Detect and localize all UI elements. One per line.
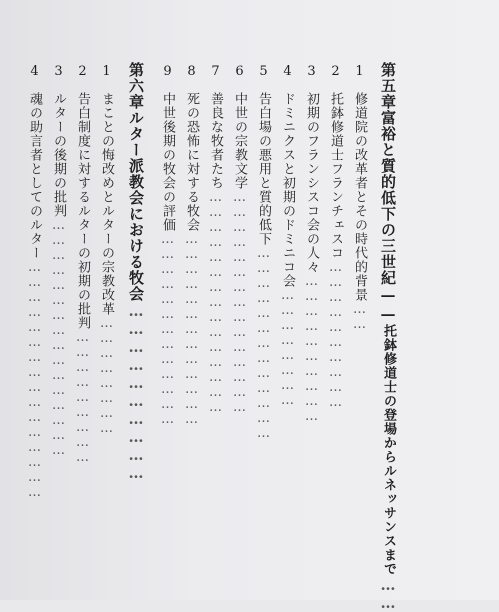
entry-number: 1 <box>99 64 114 80</box>
entry-number: 2 <box>75 64 90 80</box>
chapter-6-label: 第六章 <box>127 62 145 110</box>
chapter-6-leader: ………………………… <box>127 302 145 482</box>
toc-entry <box>161 64 174 427</box>
entry-leader: …………………… <box>99 316 114 436</box>
entry-leader: ………………………………………… <box>51 218 66 458</box>
entry-title: 初期のフランシスコ会の人々 <box>304 92 319 274</box>
toc-entry <box>52 64 65 458</box>
entry-leader: ………………………………… <box>184 232 199 427</box>
toc-entry <box>76 64 89 465</box>
chapter-5-dash: —— <box>379 286 397 324</box>
toc-entry <box>257 64 270 441</box>
entry-leader: ……………………………………… <box>208 190 223 415</box>
toc-entry <box>185 64 198 427</box>
entry-title: 告白場の悪用と質的低下 <box>256 92 271 246</box>
entry-number: 2 <box>328 64 343 80</box>
toc-entry <box>353 64 366 332</box>
toc-entry <box>209 64 222 415</box>
entry-number: 9 <box>160 64 175 80</box>
chapter-5-subtitle: 托鉢修道士の登場からルネッサンスまで <box>381 324 396 576</box>
chapter-6-heading <box>128 62 143 482</box>
chapter-5-title: 富裕と質的低下の三世紀 <box>379 110 397 286</box>
entry-leader: …… <box>352 302 367 332</box>
entry-number: 4 <box>280 64 295 80</box>
entry-number: 5 <box>256 64 271 80</box>
entry-number: 4 <box>27 64 42 80</box>
toc-entry <box>233 64 246 415</box>
toc-entry <box>100 64 113 436</box>
toc-entry <box>305 64 318 424</box>
entry-leader: ………………………………………… <box>27 260 42 500</box>
entry-leader: ………………………………… <box>256 246 271 441</box>
entry-title: 修道院の改革者とその時代的背景 <box>352 92 367 302</box>
entry-number: 7 <box>208 64 223 80</box>
chapter-5-label: 第五章 <box>379 62 397 110</box>
entry-leader: ……………………… <box>75 330 90 465</box>
entry-number: 8 <box>184 64 199 80</box>
toc-entry <box>28 64 41 500</box>
entry-leader: ………………………………… <box>160 232 175 427</box>
entry-number: 3 <box>304 64 319 80</box>
entry-number: 3 <box>51 64 66 80</box>
chapter-5-heading <box>380 62 395 612</box>
entry-leader: ……………………………………… <box>232 190 247 415</box>
entry-leader: …………………… <box>280 288 295 408</box>
entry-title: 死の恐怖に対する牧会 <box>184 92 199 232</box>
entry-title: 中世後期の牧会の評価 <box>160 92 175 232</box>
chapter-6-title: ルター派教会における牧会 <box>127 110 145 302</box>
entry-title: ルターの後期の批判 <box>51 92 66 218</box>
entry-title: ドミニクスと初期のドミニコ会 <box>280 92 295 288</box>
entry-number: 6 <box>232 64 247 80</box>
entry-leader: ………………………… <box>304 274 319 424</box>
toc-entry <box>329 64 342 410</box>
entry-title: 善良な牧者たち <box>208 92 223 190</box>
entry-title: 托鉢修道士フランチェスコ <box>328 92 343 260</box>
entry-title: 中世の宗教文学 <box>232 92 247 190</box>
entry-title: 告白制度に対するルターの初期の批判 <box>75 92 90 330</box>
entry-leader: ………………………… <box>328 260 343 410</box>
entry-title: 魂の助言者としてのルター <box>27 92 42 260</box>
toc-entry <box>281 64 294 408</box>
entry-title: まことの悔改めとルターの宗教改革 <box>99 92 114 316</box>
entry-number: 1 <box>352 64 367 80</box>
chapter-5-leader: …… <box>379 576 397 612</box>
